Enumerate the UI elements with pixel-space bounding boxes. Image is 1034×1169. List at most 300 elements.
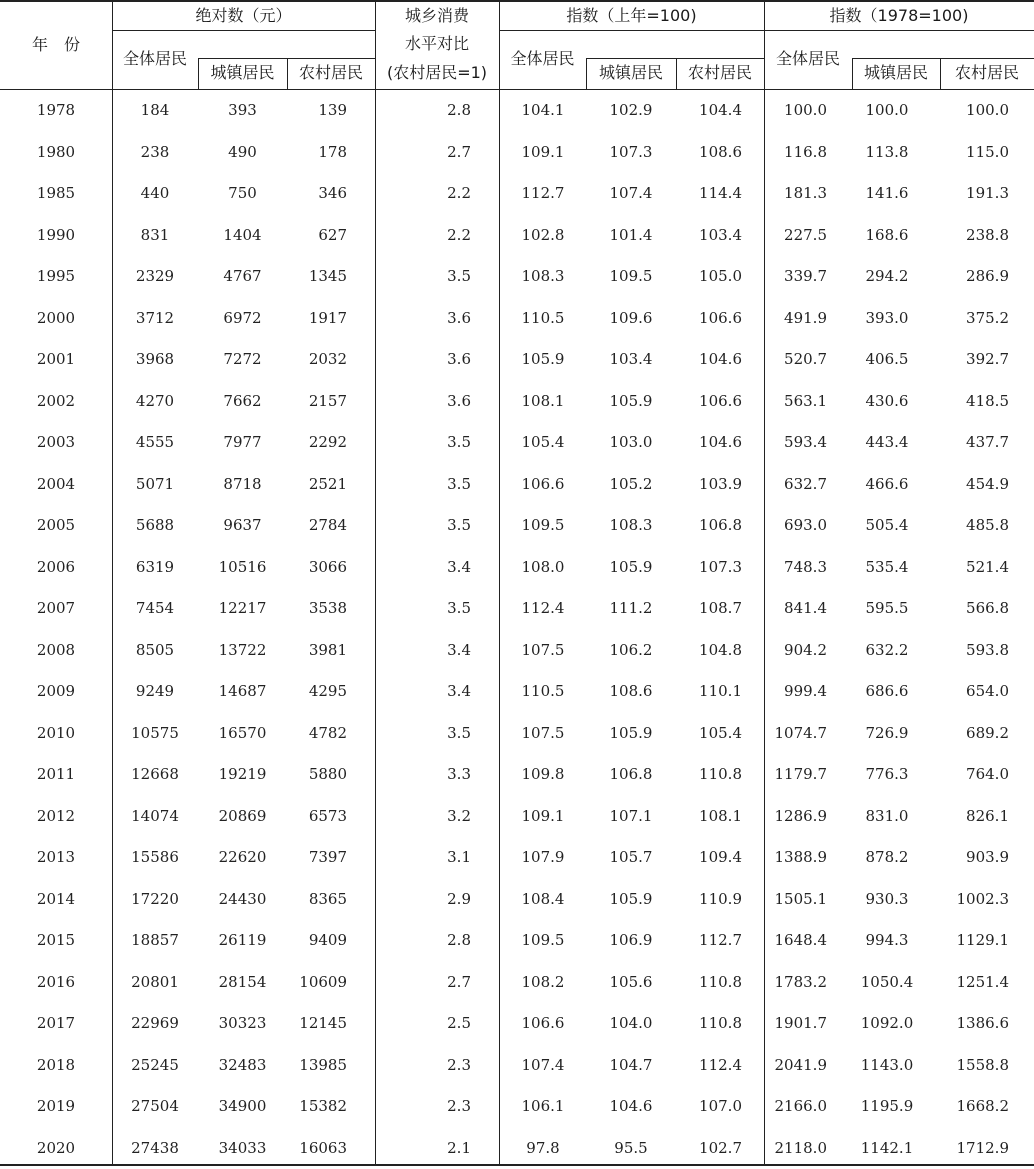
- base-rural-cell: 392.7: [940, 339, 1009, 381]
- abs-rural-cell: 2784: [287, 505, 347, 547]
- group-rule-abs: [112, 30, 375, 31]
- prev-rural-cell: 104.4: [676, 90, 742, 132]
- abs-urban-cell: 13722: [198, 630, 287, 672]
- base-urban-cell: 443.4: [852, 422, 922, 464]
- base-all-cell: 1286.9: [765, 796, 827, 838]
- prev-urban-cell: 102.9: [586, 90, 676, 132]
- base-urban-cell: 930.3: [852, 879, 922, 921]
- ratio-cell: 3.6: [377, 298, 471, 340]
- prev-urban-cell: 105.9: [586, 713, 676, 755]
- ratio-cell: 3.5: [377, 256, 471, 298]
- abs-rural-cell: 178: [287, 132, 347, 174]
- base-urban-cell: 113.8: [852, 132, 922, 174]
- prev-rural-cell: 104.8: [676, 630, 742, 672]
- abs-all-cell: 3968: [112, 339, 198, 381]
- prev-urban-cell: 108.3: [586, 505, 676, 547]
- base-all-cell: 100.0: [765, 90, 827, 132]
- ratio-cell: 3.4: [377, 547, 471, 589]
- base-urban-cell: 878.2: [852, 837, 922, 879]
- abs-urban-cell: 9637: [198, 505, 287, 547]
- year-cell: 2002: [0, 381, 112, 423]
- abs-all-cell: 5688: [112, 505, 198, 547]
- abs-all-cell: 440: [112, 173, 198, 215]
- prev-urban-cell: 105.6: [586, 962, 676, 1004]
- base-rural-cell: 903.9: [940, 837, 1009, 879]
- prev-all-cell: 108.4: [500, 879, 586, 921]
- prev-urban-cell: 109.6: [586, 298, 676, 340]
- base-rural-cell: 191.3: [940, 173, 1009, 215]
- ratio-cell: 2.9: [377, 879, 471, 921]
- ratio-cell: 2.3: [377, 1086, 471, 1128]
- base-urban-cell: 294.2: [852, 256, 922, 298]
- prev-urban-cell: 111.2: [586, 588, 676, 630]
- base-urban-cell: 1195.9: [852, 1086, 922, 1128]
- prev-urban-cell: 103.4: [586, 339, 676, 381]
- group-rule-base: [764, 30, 1034, 31]
- table-row: [0, 754, 1034, 796]
- base-urban-cell: 994.3: [852, 920, 922, 962]
- subheader-rule-base: [852, 58, 1034, 59]
- table-row: [0, 796, 1034, 838]
- prev-all-cell: 112.7: [500, 173, 586, 215]
- base-all-cell: 116.8: [765, 132, 827, 174]
- prev-all-cell: 108.2: [500, 962, 586, 1004]
- table-row: [0, 1045, 1034, 1087]
- base-all-cell: 1179.7: [765, 754, 827, 796]
- table-row: [0, 90, 1034, 132]
- prev-rural-cell: 104.6: [676, 422, 742, 464]
- table-row: [0, 1003, 1034, 1045]
- base-all-cell: 563.1: [765, 381, 827, 423]
- abs-rural-cell: 1917: [287, 298, 347, 340]
- base-all-cell: 748.3: [765, 547, 827, 589]
- header-prev-urban: 城镇居民: [586, 63, 676, 83]
- prev-all-cell: 110.5: [500, 298, 586, 340]
- table-row: [0, 962, 1034, 1004]
- abs-urban-cell: 30323: [198, 1003, 287, 1045]
- base-rural-cell: 286.9: [940, 256, 1009, 298]
- abs-rural-cell: 7397: [287, 837, 347, 879]
- base-urban-cell: 1142.1: [852, 1128, 922, 1169]
- base-rural-cell: 826.1: [940, 796, 1009, 838]
- base-rural-cell: 593.8: [940, 630, 1009, 672]
- abs-urban-cell: 12217: [198, 588, 287, 630]
- header-year: 年 份: [0, 35, 112, 55]
- prev-rural-cell: 112.7: [676, 920, 742, 962]
- base-rural-cell: 1386.6: [940, 1003, 1009, 1045]
- base-rural-cell: 454.9: [940, 464, 1009, 506]
- abs-urban-cell: 28154: [198, 962, 287, 1004]
- prev-urban-cell: 108.6: [586, 671, 676, 713]
- abs-all-cell: 14074: [112, 796, 198, 838]
- base-rural-cell: 521.4: [940, 547, 1009, 589]
- abs-rural-cell: 3538: [287, 588, 347, 630]
- base-urban-cell: 1143.0: [852, 1045, 922, 1087]
- year-cell: 2005: [0, 505, 112, 547]
- table-row: [0, 713, 1034, 755]
- header-base-group: 指数（1978=100): [764, 6, 1034, 26]
- abs-urban-cell: 8718: [198, 464, 287, 506]
- prev-all-cell: 108.1: [500, 381, 586, 423]
- prev-all-cell: 106.6: [500, 464, 586, 506]
- prev-all-cell: 106.1: [500, 1086, 586, 1128]
- table-row: [0, 173, 1034, 215]
- base-rural-cell: 689.2: [940, 713, 1009, 755]
- prev-all-cell: 107.4: [500, 1045, 586, 1087]
- abs-rural-cell: 3066: [287, 547, 347, 589]
- base-rural-cell: 764.0: [940, 754, 1009, 796]
- abs-urban-cell: 14687: [198, 671, 287, 713]
- abs-rural-cell: 16063: [287, 1128, 347, 1169]
- abs-rural-cell: 9409: [287, 920, 347, 962]
- subheader-rule-abs: [198, 58, 375, 59]
- base-urban-cell: 168.6: [852, 215, 922, 257]
- year-cell: 1978: [0, 90, 112, 132]
- base-all-cell: 520.7: [765, 339, 827, 381]
- base-all-cell: 491.9: [765, 298, 827, 340]
- abs-urban-cell: 4767: [198, 256, 287, 298]
- year-cell: 2010: [0, 713, 112, 755]
- prev-rural-cell: 105.0: [676, 256, 742, 298]
- abs-rural-cell: 15382: [287, 1086, 347, 1128]
- base-all-cell: 1648.4: [765, 920, 827, 962]
- abs-rural-cell: 1345: [287, 256, 347, 298]
- prev-rural-cell: 110.8: [676, 1003, 742, 1045]
- prev-all-cell: 106.6: [500, 1003, 586, 1045]
- prev-urban-cell: 105.9: [586, 381, 676, 423]
- abs-urban-cell: 7272: [198, 339, 287, 381]
- base-urban-cell: 505.4: [852, 505, 922, 547]
- base-rural-cell: 1129.1: [940, 920, 1009, 962]
- ratio-cell: 3.5: [377, 422, 471, 464]
- abs-all-cell: 4270: [112, 381, 198, 423]
- year-cell: 2018: [0, 1045, 112, 1087]
- prev-rural-cell: 110.8: [676, 962, 742, 1004]
- prev-urban-cell: 95.5: [586, 1128, 676, 1169]
- ratio-cell: 3.6: [377, 339, 471, 381]
- prev-rural-cell: 106.6: [676, 381, 742, 423]
- header-prev-all: 全体居民: [499, 49, 586, 69]
- abs-urban-cell: 7977: [198, 422, 287, 464]
- base-urban-cell: 595.5: [852, 588, 922, 630]
- ratio-cell: 3.6: [377, 381, 471, 423]
- header-base-rural: 农村居民: [940, 63, 1034, 83]
- header-ratio-line2: 水平对比: [375, 34, 499, 54]
- abs-urban-cell: 1404: [198, 215, 287, 257]
- prev-all-cell: 102.8: [500, 215, 586, 257]
- prev-all-cell: 107.9: [500, 837, 586, 879]
- base-all-cell: 693.0: [765, 505, 827, 547]
- base-all-cell: 1901.7: [765, 1003, 827, 1045]
- base-all-cell: 593.4: [765, 422, 827, 464]
- prev-urban-cell: 105.9: [586, 547, 676, 589]
- table-row: [0, 256, 1034, 298]
- year-cell: 2017: [0, 1003, 112, 1045]
- table-row: [0, 879, 1034, 921]
- prev-urban-cell: 104.7: [586, 1045, 676, 1087]
- abs-all-cell: 27504: [112, 1086, 198, 1128]
- prev-urban-cell: 101.4: [586, 215, 676, 257]
- prev-all-cell: 110.5: [500, 671, 586, 713]
- prev-all-cell: 109.5: [500, 505, 586, 547]
- header-abs-urban: 城镇居民: [198, 63, 287, 83]
- prev-urban-cell: 107.3: [586, 132, 676, 174]
- base-urban-cell: 831.0: [852, 796, 922, 838]
- table-row: [0, 381, 1034, 423]
- prev-rural-cell: 106.8: [676, 505, 742, 547]
- base-urban-cell: 535.4: [852, 547, 922, 589]
- base-rural-cell: 437.7: [940, 422, 1009, 464]
- year-cell: 2019: [0, 1086, 112, 1128]
- year-cell: 2008: [0, 630, 112, 672]
- ratio-cell: 3.5: [377, 505, 471, 547]
- prev-all-cell: 104.1: [500, 90, 586, 132]
- abs-all-cell: 18857: [112, 920, 198, 962]
- base-urban-cell: 430.6: [852, 381, 922, 423]
- year-cell: 1990: [0, 215, 112, 257]
- prev-urban-cell: 103.0: [586, 422, 676, 464]
- abs-urban-cell: 19219: [198, 754, 287, 796]
- ratio-cell: 3.5: [377, 588, 471, 630]
- abs-urban-cell: 7662: [198, 381, 287, 423]
- abs-all-cell: 6319: [112, 547, 198, 589]
- base-rural-cell: 1558.8: [940, 1045, 1009, 1087]
- prev-urban-cell: 109.5: [586, 256, 676, 298]
- abs-all-cell: 2329: [112, 256, 198, 298]
- abs-urban-cell: 20869: [198, 796, 287, 838]
- abs-all-cell: 4555: [112, 422, 198, 464]
- abs-urban-cell: 490: [198, 132, 287, 174]
- abs-all-cell: 12668: [112, 754, 198, 796]
- prev-urban-cell: 105.7: [586, 837, 676, 879]
- abs-all-cell: 9249: [112, 671, 198, 713]
- year-cell: 2004: [0, 464, 112, 506]
- year-cell: 2015: [0, 920, 112, 962]
- base-all-cell: 227.5: [765, 215, 827, 257]
- ratio-cell: 2.7: [377, 962, 471, 1004]
- base-urban-cell: 686.6: [852, 671, 922, 713]
- prev-urban-cell: 105.9: [586, 879, 676, 921]
- prev-all-cell: 109.1: [500, 132, 586, 174]
- base-urban-cell: 1092.0: [852, 1003, 922, 1045]
- ratio-cell: 3.4: [377, 671, 471, 713]
- base-rural-cell: 115.0: [940, 132, 1009, 174]
- table-row: [0, 920, 1034, 962]
- base-rural-cell: 654.0: [940, 671, 1009, 713]
- abs-rural-cell: 5880: [287, 754, 347, 796]
- abs-rural-cell: 2157: [287, 381, 347, 423]
- table-row: [0, 298, 1034, 340]
- prev-rural-cell: 107.3: [676, 547, 742, 589]
- prev-all-cell: 108.0: [500, 547, 586, 589]
- base-urban-cell: 100.0: [852, 90, 922, 132]
- abs-urban-cell: 750: [198, 173, 287, 215]
- table-row: [0, 339, 1034, 381]
- base-all-cell: 1388.9: [765, 837, 827, 879]
- year-cell: 2012: [0, 796, 112, 838]
- header-base-all: 全体居民: [764, 49, 852, 69]
- abs-rural-cell: 2292: [287, 422, 347, 464]
- header-abs-rural: 农村居民: [287, 63, 375, 83]
- base-all-cell: 2166.0: [765, 1086, 827, 1128]
- year-cell: 2016: [0, 962, 112, 1004]
- abs-rural-cell: 12145: [287, 1003, 347, 1045]
- abs-rural-cell: 346: [287, 173, 347, 215]
- prev-urban-cell: 104.0: [586, 1003, 676, 1045]
- base-urban-cell: 726.9: [852, 713, 922, 755]
- abs-rural-cell: 139: [287, 90, 347, 132]
- base-urban-cell: 406.5: [852, 339, 922, 381]
- ratio-cell: 2.2: [377, 215, 471, 257]
- prev-rural-cell: 112.4: [676, 1045, 742, 1087]
- table-row: [0, 837, 1034, 879]
- abs-rural-cell: 6573: [287, 796, 347, 838]
- base-rural-cell: 1668.2: [940, 1086, 1009, 1128]
- table-row: [0, 630, 1034, 672]
- year-cell: 2001: [0, 339, 112, 381]
- header-abs-all: 全体居民: [112, 49, 198, 69]
- base-rural-cell: 375.2: [940, 298, 1009, 340]
- abs-all-cell: 25245: [112, 1045, 198, 1087]
- prev-rural-cell: 108.7: [676, 588, 742, 630]
- prev-all-cell: 97.8: [500, 1128, 586, 1169]
- base-rural-cell: 100.0: [940, 90, 1009, 132]
- table-row: [0, 1086, 1034, 1128]
- base-rural-cell: 1251.4: [940, 962, 1009, 1004]
- abs-all-cell: 7454: [112, 588, 198, 630]
- abs-urban-cell: 26119: [198, 920, 287, 962]
- prev-urban-cell: 106.9: [586, 920, 676, 962]
- prev-rural-cell: 109.4: [676, 837, 742, 879]
- year-cell: 2003: [0, 422, 112, 464]
- prev-rural-cell: 110.9: [676, 879, 742, 921]
- year-cell: 2020: [0, 1128, 112, 1169]
- abs-rural-cell: 13985: [287, 1045, 347, 1087]
- prev-rural-cell: 114.4: [676, 173, 742, 215]
- base-all-cell: 181.3: [765, 173, 827, 215]
- abs-all-cell: 27438: [112, 1128, 198, 1169]
- base-all-cell: 339.7: [765, 256, 827, 298]
- prev-rural-cell: 108.1: [676, 796, 742, 838]
- base-all-cell: 1074.7: [765, 713, 827, 755]
- abs-all-cell: 3712: [112, 298, 198, 340]
- prev-urban-cell: 107.1: [586, 796, 676, 838]
- base-urban-cell: 776.3: [852, 754, 922, 796]
- abs-all-cell: 22969: [112, 1003, 198, 1045]
- table-row: [0, 215, 1034, 257]
- year-cell: 1985: [0, 173, 112, 215]
- ratio-cell: 3.5: [377, 713, 471, 755]
- ratio-cell: 3.4: [377, 630, 471, 672]
- prev-rural-cell: 108.6: [676, 132, 742, 174]
- prev-all-cell: 109.8: [500, 754, 586, 796]
- base-urban-cell: 632.2: [852, 630, 922, 672]
- header-prev-group: 指数（上年=100): [499, 6, 764, 26]
- ratio-cell: 2.1: [377, 1128, 471, 1169]
- subheader-rule-prev: [586, 58, 764, 59]
- prev-rural-cell: 110.8: [676, 754, 742, 796]
- table-row: [0, 671, 1034, 713]
- ratio-cell: 3.3: [377, 754, 471, 796]
- abs-all-cell: 8505: [112, 630, 198, 672]
- prev-rural-cell: 104.6: [676, 339, 742, 381]
- prev-all-cell: 107.5: [500, 713, 586, 755]
- prev-all-cell: 109.1: [500, 796, 586, 838]
- base-all-cell: 1505.1: [765, 879, 827, 921]
- prev-urban-cell: 106.2: [586, 630, 676, 672]
- prev-rural-cell: 107.0: [676, 1086, 742, 1128]
- abs-urban-cell: 393: [198, 90, 287, 132]
- base-all-cell: 1783.2: [765, 962, 827, 1004]
- abs-all-cell: 5071: [112, 464, 198, 506]
- ratio-cell: 3.1: [377, 837, 471, 879]
- abs-all-cell: 15586: [112, 837, 198, 879]
- abs-rural-cell: 3981: [287, 630, 347, 672]
- base-all-cell: 999.4: [765, 671, 827, 713]
- abs-rural-cell: 10609: [287, 962, 347, 1004]
- prev-rural-cell: 103.9: [676, 464, 742, 506]
- abs-urban-cell: 34033: [198, 1128, 287, 1169]
- abs-urban-cell: 16570: [198, 713, 287, 755]
- prev-rural-cell: 105.4: [676, 713, 742, 755]
- year-cell: 2009: [0, 671, 112, 713]
- abs-all-cell: 831: [112, 215, 198, 257]
- year-cell: 2014: [0, 879, 112, 921]
- table-row: [0, 547, 1034, 589]
- abs-rural-cell: 8365: [287, 879, 347, 921]
- base-all-cell: 632.7: [765, 464, 827, 506]
- prev-all-cell: 108.3: [500, 256, 586, 298]
- abs-urban-cell: 34900: [198, 1086, 287, 1128]
- base-urban-cell: 1050.4: [852, 962, 922, 1004]
- base-all-cell: 2118.0: [765, 1128, 827, 1169]
- base-rural-cell: 1712.9: [940, 1128, 1009, 1169]
- abs-rural-cell: 2521: [287, 464, 347, 506]
- header-ratio-line3: (农村居民=1): [375, 63, 499, 83]
- abs-rural-cell: 2032: [287, 339, 347, 381]
- year-cell: 2011: [0, 754, 112, 796]
- abs-all-cell: 17220: [112, 879, 198, 921]
- abs-rural-cell: 627: [287, 215, 347, 257]
- base-all-cell: 904.2: [765, 630, 827, 672]
- table-row: [0, 422, 1034, 464]
- abs-urban-cell: 6972: [198, 298, 287, 340]
- year-cell: 1980: [0, 132, 112, 174]
- base-all-cell: 2041.9: [765, 1045, 827, 1087]
- header-ratio-line1: 城乡消费: [375, 6, 499, 26]
- table-row: [0, 588, 1034, 630]
- prev-rural-cell: 103.4: [676, 215, 742, 257]
- prev-urban-cell: 107.4: [586, 173, 676, 215]
- prev-all-cell: 105.9: [500, 339, 586, 381]
- base-urban-cell: 466.6: [852, 464, 922, 506]
- abs-all-cell: 20801: [112, 962, 198, 1004]
- prev-urban-cell: 104.6: [586, 1086, 676, 1128]
- abs-urban-cell: 22620: [198, 837, 287, 879]
- abs-all-cell: 238: [112, 132, 198, 174]
- ratio-cell: 2.2: [377, 173, 471, 215]
- base-rural-cell: 566.8: [940, 588, 1009, 630]
- base-all-cell: 841.4: [765, 588, 827, 630]
- group-rule-prev: [499, 30, 764, 31]
- year-cell: 2006: [0, 547, 112, 589]
- table-row: [0, 505, 1034, 547]
- ratio-cell: 2.8: [377, 90, 471, 132]
- year-cell: 2013: [0, 837, 112, 879]
- prev-all-cell: 107.5: [500, 630, 586, 672]
- abs-all-cell: 10575: [112, 713, 198, 755]
- ratio-cell: 2.7: [377, 132, 471, 174]
